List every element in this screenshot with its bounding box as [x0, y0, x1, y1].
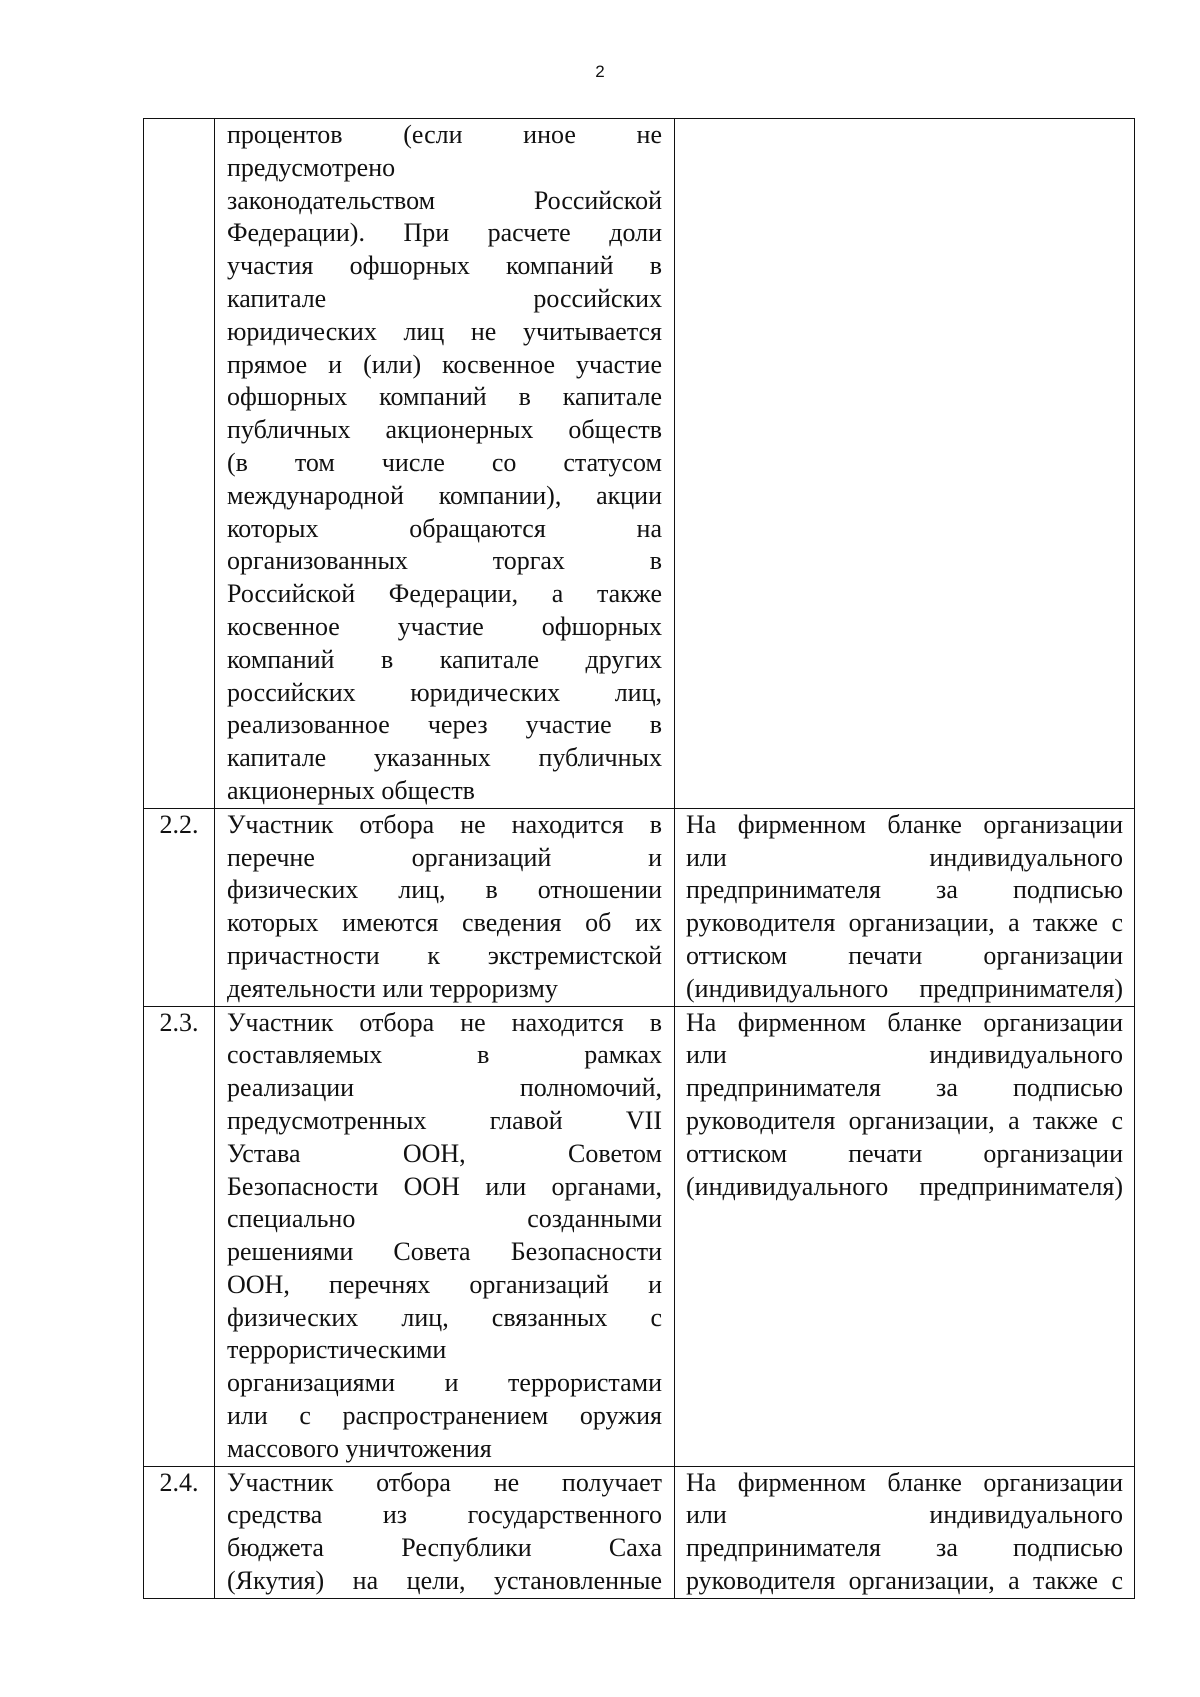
requirement-text-line: Участник отбора не находится в	[227, 1007, 662, 1037]
document-form-text-line: руководителя организации, а также с	[686, 908, 1123, 938]
requirement-text-line: решениями Совета Безопасности	[227, 1237, 662, 1267]
requirement-text-line: прямое и (или) косвенное участие	[227, 349, 662, 379]
page-number: 2	[595, 62, 605, 81]
requirement-text-line: процентов (если иное не	[227, 120, 662, 149]
document-form-text-line: оттиском печати организации	[686, 1138, 1123, 1168]
document-form-text-line: или индивидуального	[686, 1040, 1123, 1070]
requirement-text-line: Устава ООН, Советом	[227, 1138, 662, 1168]
row-number-cell	[144, 1006, 215, 1466]
requirement-cell	[215, 1006, 675, 1466]
document-form-cell	[675, 1006, 1135, 1466]
document-form-cell	[675, 1466, 1135, 1598]
table-body	[144, 119, 1135, 1599]
document-form-text-line: предпринимателя за подписью	[686, 1073, 1123, 1103]
requirement-text-line: массового уничтожения	[227, 1433, 492, 1463]
requirement-text-line: Российской Федерации, а также	[227, 579, 662, 609]
requirement-text-line: капитале указанных публичных	[227, 743, 662, 773]
requirement-cell	[215, 808, 675, 1006]
document-form-text-line: На фирменном бланке организации	[686, 809, 1123, 839]
requirement-cell	[215, 1466, 675, 1598]
row-number-cell	[144, 1466, 215, 1598]
requirement-text-line: или с распространением оружия	[227, 1401, 662, 1431]
requirement-text-line: Федерации). При расчете доли	[227, 218, 662, 248]
row-number-cell	[144, 808, 215, 1006]
requirement-text-line: публичных акционерных обществ	[227, 415, 662, 445]
table-row	[144, 1006, 1135, 1466]
requirement-text-line: составляемых в рамках	[227, 1040, 662, 1070]
requirement-text-line: предусмотрено	[227, 152, 396, 182]
requirement-text-line: международной компании), акции	[227, 480, 662, 510]
document-form-text-line: или индивидуального	[686, 1500, 1123, 1530]
document-form-text-line: оттиском печати организации	[686, 940, 1123, 970]
requirement-text-line: средства из государственного	[227, 1500, 662, 1530]
document-form-text-line: (индивидуального предпринимателя)	[686, 1171, 1123, 1201]
requirement-text-line: организованных торгах в	[227, 546, 662, 576]
requirement-text-line: (в том числе со статусом	[227, 447, 662, 477]
document-form-text-line: руководителя организации, а также с	[686, 1566, 1123, 1596]
document-form-cell	[675, 119, 1135, 809]
requirement-text-line: юридических лиц не учитывается	[227, 316, 662, 346]
requirement-text-line: офшорных компаний в капитале	[227, 382, 662, 412]
table-row	[144, 1466, 1135, 1598]
requirement-text-line: капитале российских	[227, 283, 662, 313]
document-form-text-line: На фирменном бланке организации	[686, 1467, 1123, 1497]
requirement-cell	[215, 119, 675, 809]
requirement-text-line: российских юридических лиц,	[227, 677, 662, 707]
requirement-text-line: физических лиц, в отношении	[227, 875, 662, 905]
requirement-text-line: (Якутия) на цели, установленные	[227, 1566, 662, 1596]
requirement-text-line: Безопасности ООН или органами,	[227, 1171, 662, 1201]
requirement-text-line: акционерных обществ	[227, 775, 475, 805]
requirement-text-line: организациями и террористами	[227, 1368, 662, 1398]
row-number-cell	[144, 119, 215, 809]
requirement-text-line: которых обращаются на	[227, 513, 662, 543]
requirement-text-line: деятельности или терроризму	[227, 973, 558, 1003]
requirement-text-line: террористическими	[227, 1335, 447, 1365]
requirement-text-line: физических лиц, связанных с	[227, 1302, 662, 1332]
row-number: 2.4.	[159, 1467, 199, 1497]
document-form-text-line: предпринимателя за подписью	[686, 875, 1123, 905]
requirement-text-line: косвенное участие офшорных	[227, 611, 662, 641]
requirements-table	[143, 118, 1135, 1599]
requirement-text-line: реализованное через участие в	[227, 710, 662, 740]
document-form-text-line: На фирменном бланке организации	[686, 1007, 1123, 1037]
document-form-text-line: руководителя организации, а также с	[686, 1105, 1123, 1135]
requirement-text-line: Участник отбора не получает	[227, 1467, 662, 1497]
requirement-text-line: участия офшорных компаний в	[227, 251, 662, 281]
document-form-text-line: предпринимателя за подписью	[686, 1533, 1123, 1563]
row-number: 2.3.	[159, 1007, 199, 1037]
requirement-text-line: бюджета Республики Саха	[227, 1533, 662, 1563]
requirement-text-line: причастности к экстремистской	[227, 940, 662, 970]
requirement-text-line: реализации полномочий,	[227, 1073, 662, 1103]
row-number: 2.2.	[159, 809, 199, 839]
requirement-text-line: ООН, перечнях организаций и	[227, 1269, 662, 1299]
requirement-text-line: законодательством Российской	[227, 185, 662, 215]
requirement-text-line: предусмотренных главой VII	[227, 1105, 662, 1135]
document-form-text-line: (индивидуального предпринимателя)	[686, 973, 1123, 1003]
requirement-text-line: перечне организаций и	[227, 842, 662, 872]
table-row	[144, 119, 1135, 809]
requirement-text-line: компаний в капитале других	[227, 644, 662, 674]
document-form-text-line: или индивидуального	[686, 842, 1123, 872]
table-row	[144, 808, 1135, 1006]
requirement-text-line: которых имеются сведения об их	[227, 908, 662, 938]
requirement-text-line: Участник отбора не находится в	[227, 809, 662, 839]
document-form-cell	[675, 808, 1135, 1006]
requirement-text-line: специально созданными	[227, 1204, 662, 1234]
